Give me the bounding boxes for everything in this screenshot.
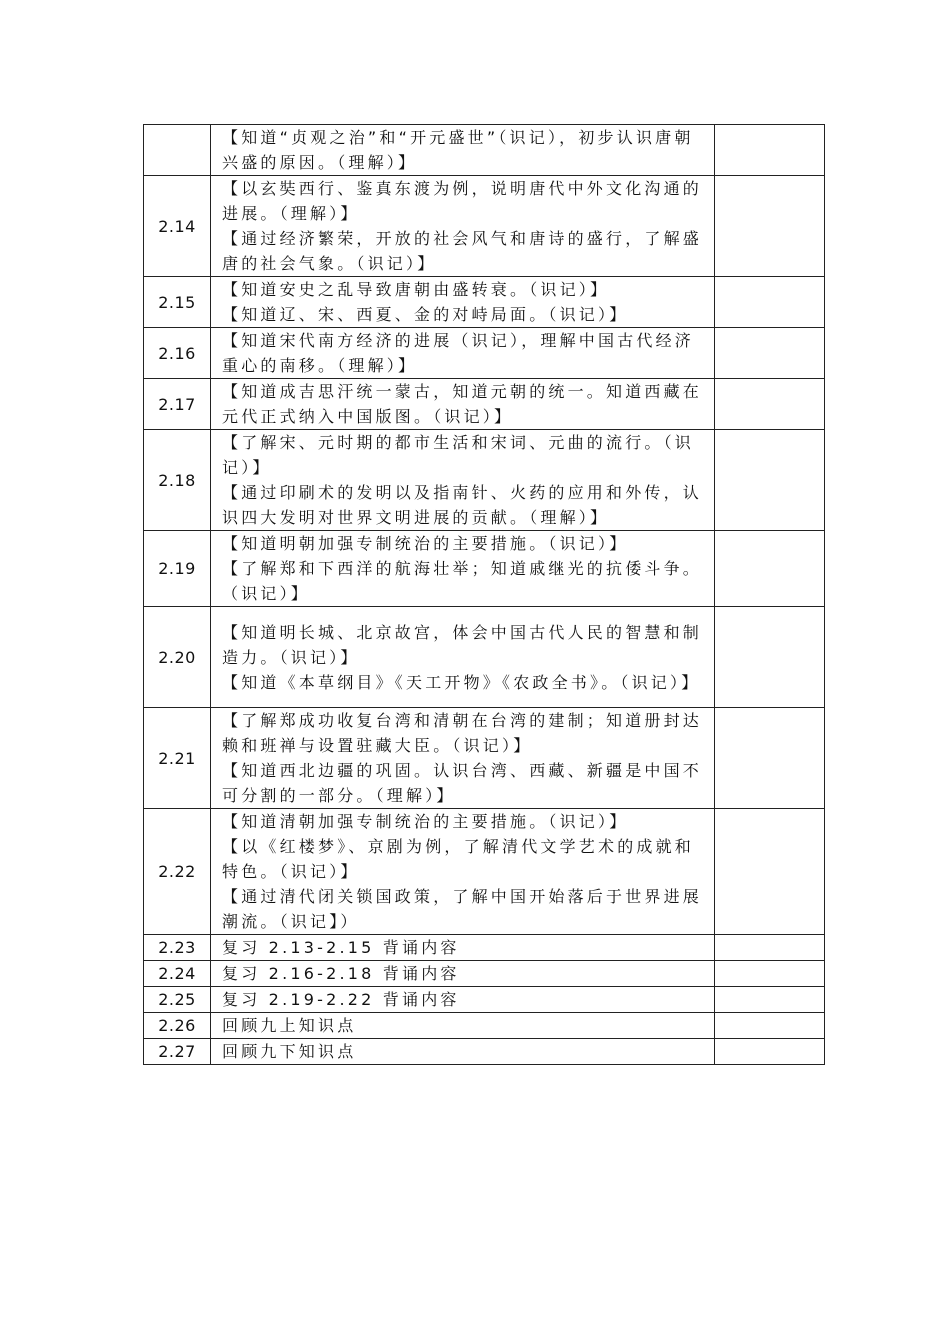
date-cell: 2.21 bbox=[144, 708, 211, 809]
content-cell bbox=[211, 1013, 715, 1039]
content-cell bbox=[211, 430, 715, 531]
content-line: 【以《红楼梦》、京剧为例，了解清代文学艺术的成就和特色。（识记）】 bbox=[222, 837, 695, 881]
content-line: 【通过经济繁荣，开放的社会风气和唐诗的盛行，了解盛唐的社会气象。（识记）】 bbox=[222, 229, 703, 273]
content-cell bbox=[211, 328, 715, 379]
check-cell bbox=[715, 430, 825, 531]
study-schedule-table bbox=[143, 124, 825, 1065]
content-line: 【知道“贞观之治”和“开元盛世”（识记），初步认识唐朝兴盛的原因。（理解）】 bbox=[222, 128, 694, 172]
table-row bbox=[144, 328, 825, 379]
check-cell bbox=[715, 987, 825, 1013]
content-cell bbox=[211, 961, 715, 987]
content-line: 【通过清代闭关锁国政策，了解中国开始落后于世界进展潮流。（识记】） bbox=[222, 887, 703, 931]
table-row bbox=[144, 1013, 825, 1039]
date-cell: 2.26 bbox=[144, 1013, 211, 1039]
table-row bbox=[144, 935, 825, 961]
content-cell bbox=[211, 987, 715, 1013]
content-cell bbox=[211, 277, 715, 328]
table-row bbox=[144, 961, 825, 987]
check-cell bbox=[715, 809, 825, 935]
table-row bbox=[144, 125, 825, 176]
check-cell bbox=[715, 935, 825, 961]
table-row bbox=[144, 708, 825, 809]
content-line: 【通过印刷术的发明以及指南针、火药的应用和外传，认识四大发明对世界文明进展的贡献。（理解）】 bbox=[222, 483, 703, 527]
check-cell bbox=[715, 708, 825, 809]
content-line: 【知道辽、宋、西夏、金的对峙局面。（识记）】 bbox=[222, 305, 629, 324]
check-cell bbox=[715, 379, 825, 430]
content-cell bbox=[211, 607, 715, 708]
table-row bbox=[144, 809, 825, 935]
content-line: 【知道安史之乱导致唐朝由盛转衰。（识记）】 bbox=[222, 280, 610, 299]
content-line: 复习 2.19-2.22 背诵内容 bbox=[222, 990, 460, 1009]
table-row bbox=[144, 531, 825, 607]
content-line: 【知道宋代南方经济的进展（识记），理解中国古代经济重心的南移。（理解）】 bbox=[222, 331, 695, 375]
content-line: 复习 2.16-2.18 背诵内容 bbox=[222, 964, 460, 983]
date-cell: 2.16 bbox=[144, 328, 211, 379]
date-cell: 2.19 bbox=[144, 531, 211, 607]
content-line: 【了解宋、元时期的都市生活和宋词、元曲的流行。（识记）】 bbox=[222, 433, 695, 477]
table-row bbox=[144, 987, 825, 1013]
content-cell bbox=[211, 379, 715, 430]
date-cell: 2.14 bbox=[144, 176, 211, 277]
content-line: 回顾九下知识点 bbox=[222, 1042, 357, 1061]
check-cell bbox=[715, 125, 825, 176]
content-line: 【以玄奘西行、鉴真东渡为例，说明唐代中外文化沟通的进展。（理解）】 bbox=[222, 179, 703, 223]
table-row bbox=[144, 1039, 825, 1065]
content-line: 【知道《本草纲目》《天工开物》《农政全书》。（识记）】 bbox=[222, 672, 701, 692]
check-cell bbox=[715, 531, 825, 607]
content-cell bbox=[211, 531, 715, 607]
content-cell bbox=[211, 935, 715, 961]
check-cell bbox=[715, 176, 825, 277]
content-cell bbox=[211, 1039, 715, 1065]
date-cell: 2.24 bbox=[144, 961, 211, 987]
check-cell bbox=[715, 1039, 825, 1065]
table-row bbox=[144, 430, 825, 531]
date-cell: 2.27 bbox=[144, 1039, 211, 1065]
content-cell bbox=[211, 176, 715, 277]
check-cell bbox=[715, 277, 825, 328]
table-row bbox=[144, 277, 825, 328]
check-cell bbox=[715, 961, 825, 987]
content-cell bbox=[211, 708, 715, 809]
content-cell bbox=[211, 809, 715, 935]
content-line: 【知道成吉思汗统一蒙古，知道元朝的统一。知道西藏在元代正式纳入中国版图。（识记）】 bbox=[222, 382, 703, 426]
content-line: 【知道西北边疆的巩固。认识台湾、西藏、新疆是中国不可分割的一部分。（理解）】 bbox=[222, 761, 703, 805]
date-cell: 2.22 bbox=[144, 809, 211, 935]
content-cell bbox=[211, 125, 715, 176]
date-cell: 2.17 bbox=[144, 379, 211, 430]
check-cell bbox=[715, 1013, 825, 1039]
content-line: 【了解郑成功收复台湾和清朝在台湾的建制；知道册封达赖和班禅与设置驻藏大臣。（识记）】 bbox=[222, 711, 703, 755]
table-row bbox=[144, 607, 825, 708]
date-cell: 2.20 bbox=[144, 607, 211, 708]
check-cell bbox=[715, 607, 825, 708]
date-cell: 2.18 bbox=[144, 430, 211, 531]
content-line: 【知道明朝加强专制统治的主要措施。（识记）】 bbox=[222, 534, 629, 553]
date-cell: 2.23 bbox=[144, 935, 211, 961]
table-row bbox=[144, 176, 825, 277]
content-line: 【知道清朝加强专制统治的主要措施。（识记）】 bbox=[222, 812, 629, 831]
content-line: 回顾九上知识点 bbox=[222, 1016, 357, 1035]
date-cell: 2.25 bbox=[144, 987, 211, 1013]
date-cell bbox=[144, 125, 211, 176]
content-line: 复习 2.13-2.15 背诵内容 bbox=[222, 938, 460, 957]
content-line: 【了解郑和下西洋的航海壮举；知道戚继光的抗倭斗争。（识记）】 bbox=[222, 559, 703, 603]
date-cell: 2.15 bbox=[144, 277, 211, 328]
table-row bbox=[144, 379, 825, 430]
content-line: 【知道明长城、北京故宫，体会中国古代人民的智慧和制造力。（识记）】 bbox=[222, 622, 703, 667]
check-cell bbox=[715, 328, 825, 379]
